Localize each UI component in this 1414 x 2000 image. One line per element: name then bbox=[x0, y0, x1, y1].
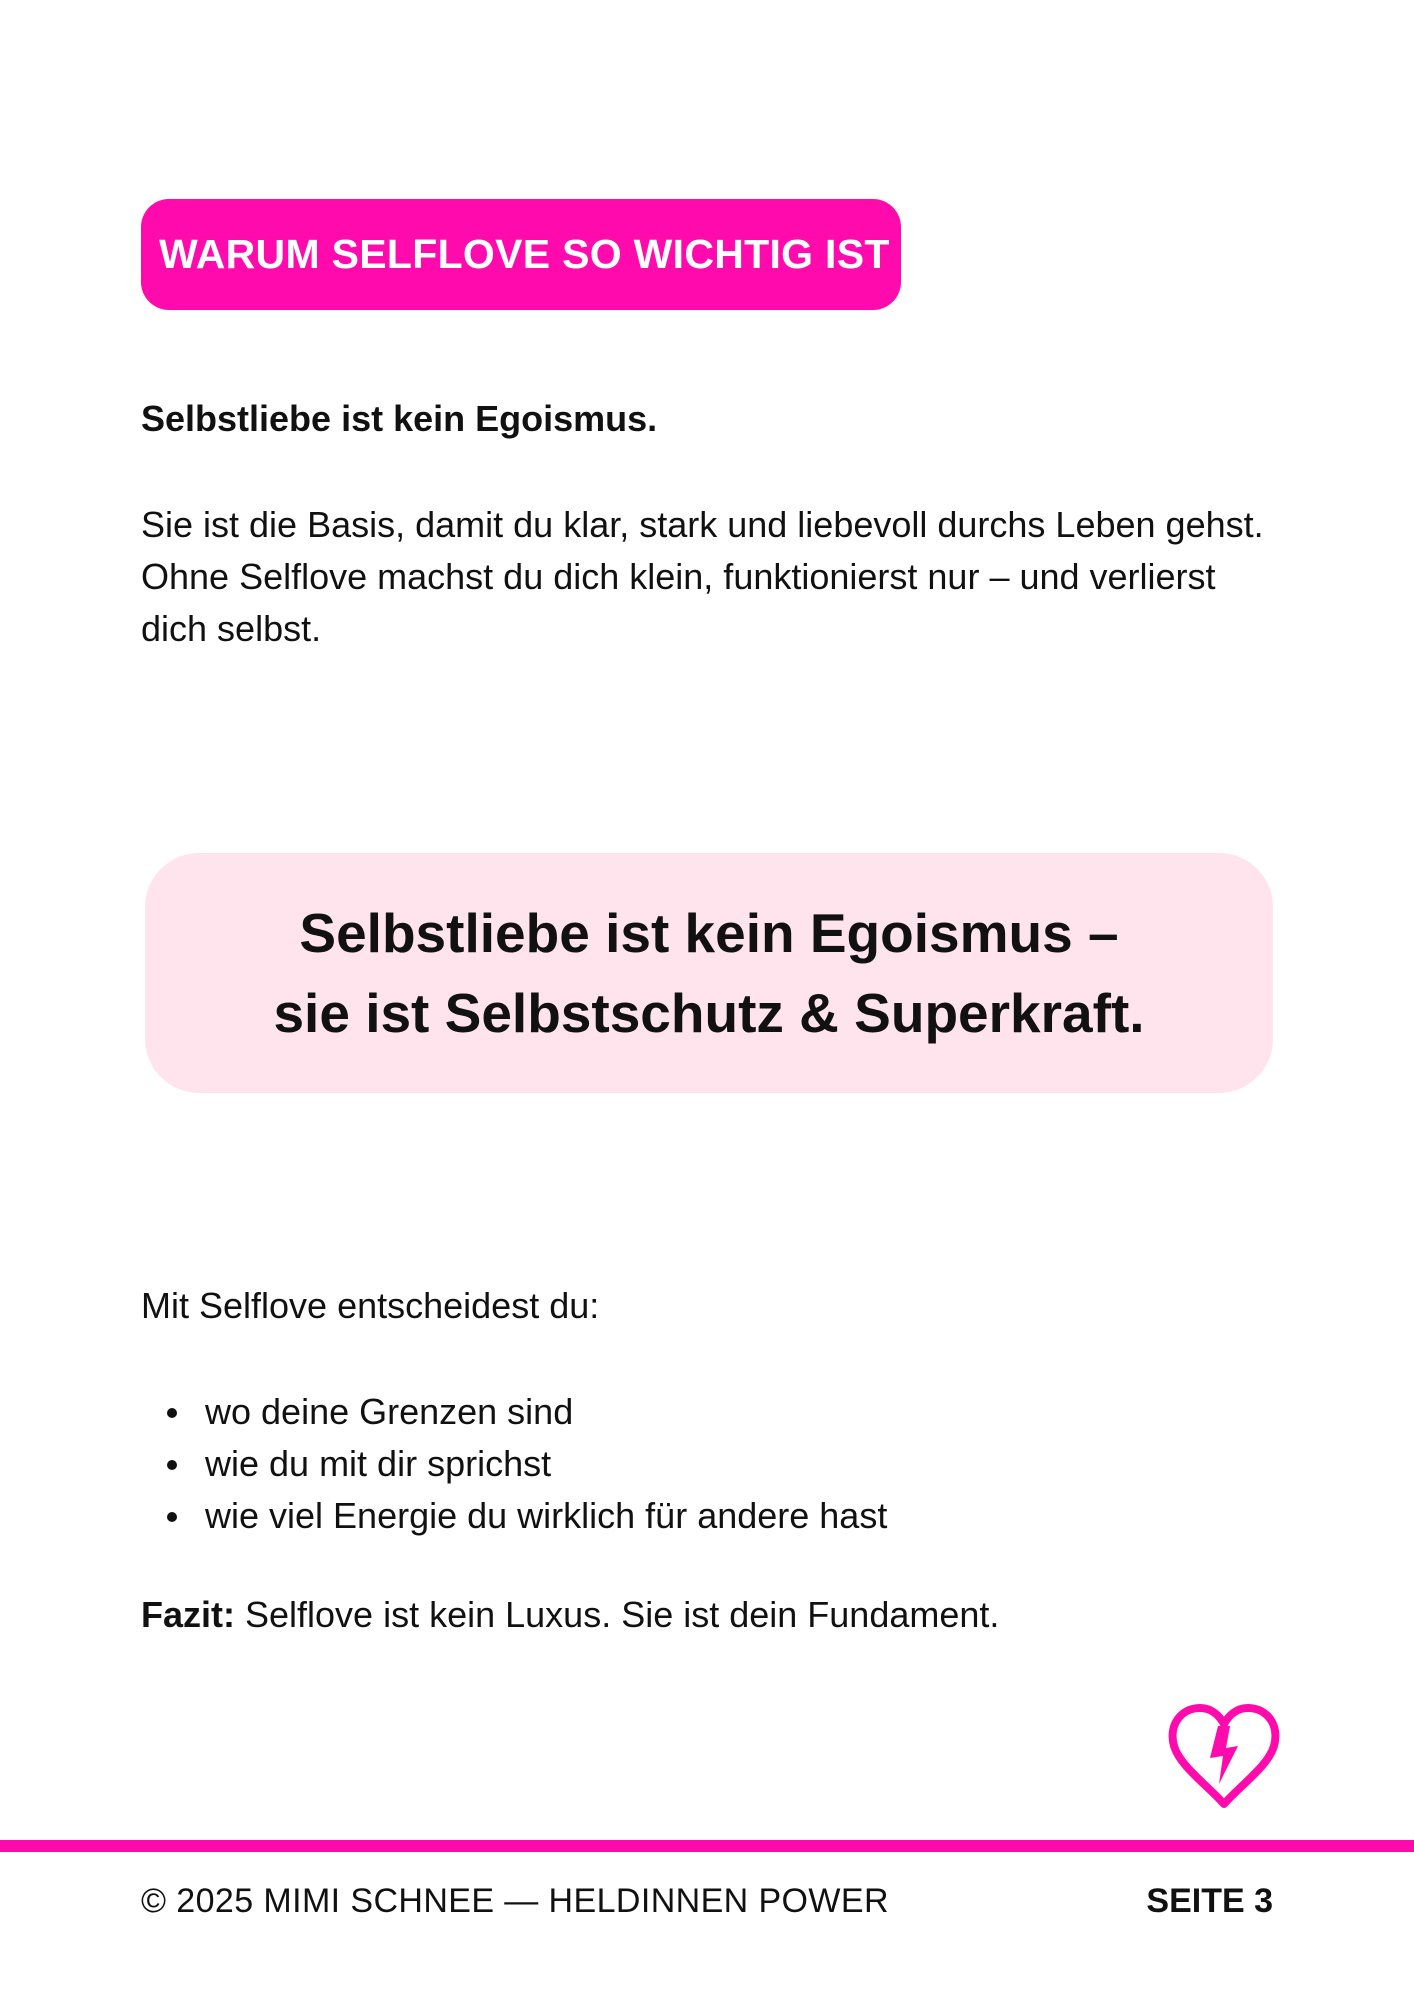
heart-lightning-icon bbox=[1166, 1700, 1282, 1812]
section-title: WARUM SELFLOVE SO WICHTIG IST bbox=[159, 231, 890, 277]
footer-divider bbox=[0, 1840, 1414, 1852]
intro-paragraph-1: Sie ist die Basis, damit du klar, stark und liebevoll durchs Leben gehst. bbox=[141, 504, 1264, 545]
conclusion-label: Fazit: bbox=[141, 1594, 235, 1635]
intro-paragraph-2: Ohne Selflove machst du dich klein, funktionierst nur – und verlierst dich selbst. bbox=[141, 556, 1216, 649]
conclusion bbox=[141, 1594, 999, 1636]
list-intro: Mit Selflove entscheidest du: bbox=[141, 1285, 600, 1326]
page-number: SEITE 3 bbox=[1146, 1882, 1273, 1920]
list-item: wie du mit dir sprichst bbox=[141, 1438, 887, 1490]
section-title-badge bbox=[141, 199, 901, 310]
lead-statement: Selbstliebe ist kein Egoismus. bbox=[141, 398, 658, 439]
list-item: wie viel Energie du wirklich für andere hast bbox=[141, 1490, 887, 1542]
quote-line-2: sie ist Selbstschutz & Superkraft. bbox=[273, 982, 1145, 1044]
quote-line-1: Selbstliebe ist kein Egoismus – bbox=[299, 902, 1119, 964]
footer-copyright: © 2025 MIMI SCHNEE — HELDINNEN POWER bbox=[141, 1882, 889, 1920]
conclusion-text: Selflove ist kein Luxus. Sie ist dein Fundament. bbox=[235, 1594, 1000, 1635]
intro-text bbox=[141, 499, 1291, 655]
bullet-list bbox=[141, 1386, 887, 1542]
list-item: wo deine Grenzen sind bbox=[141, 1386, 887, 1438]
quote-card bbox=[145, 853, 1273, 1093]
